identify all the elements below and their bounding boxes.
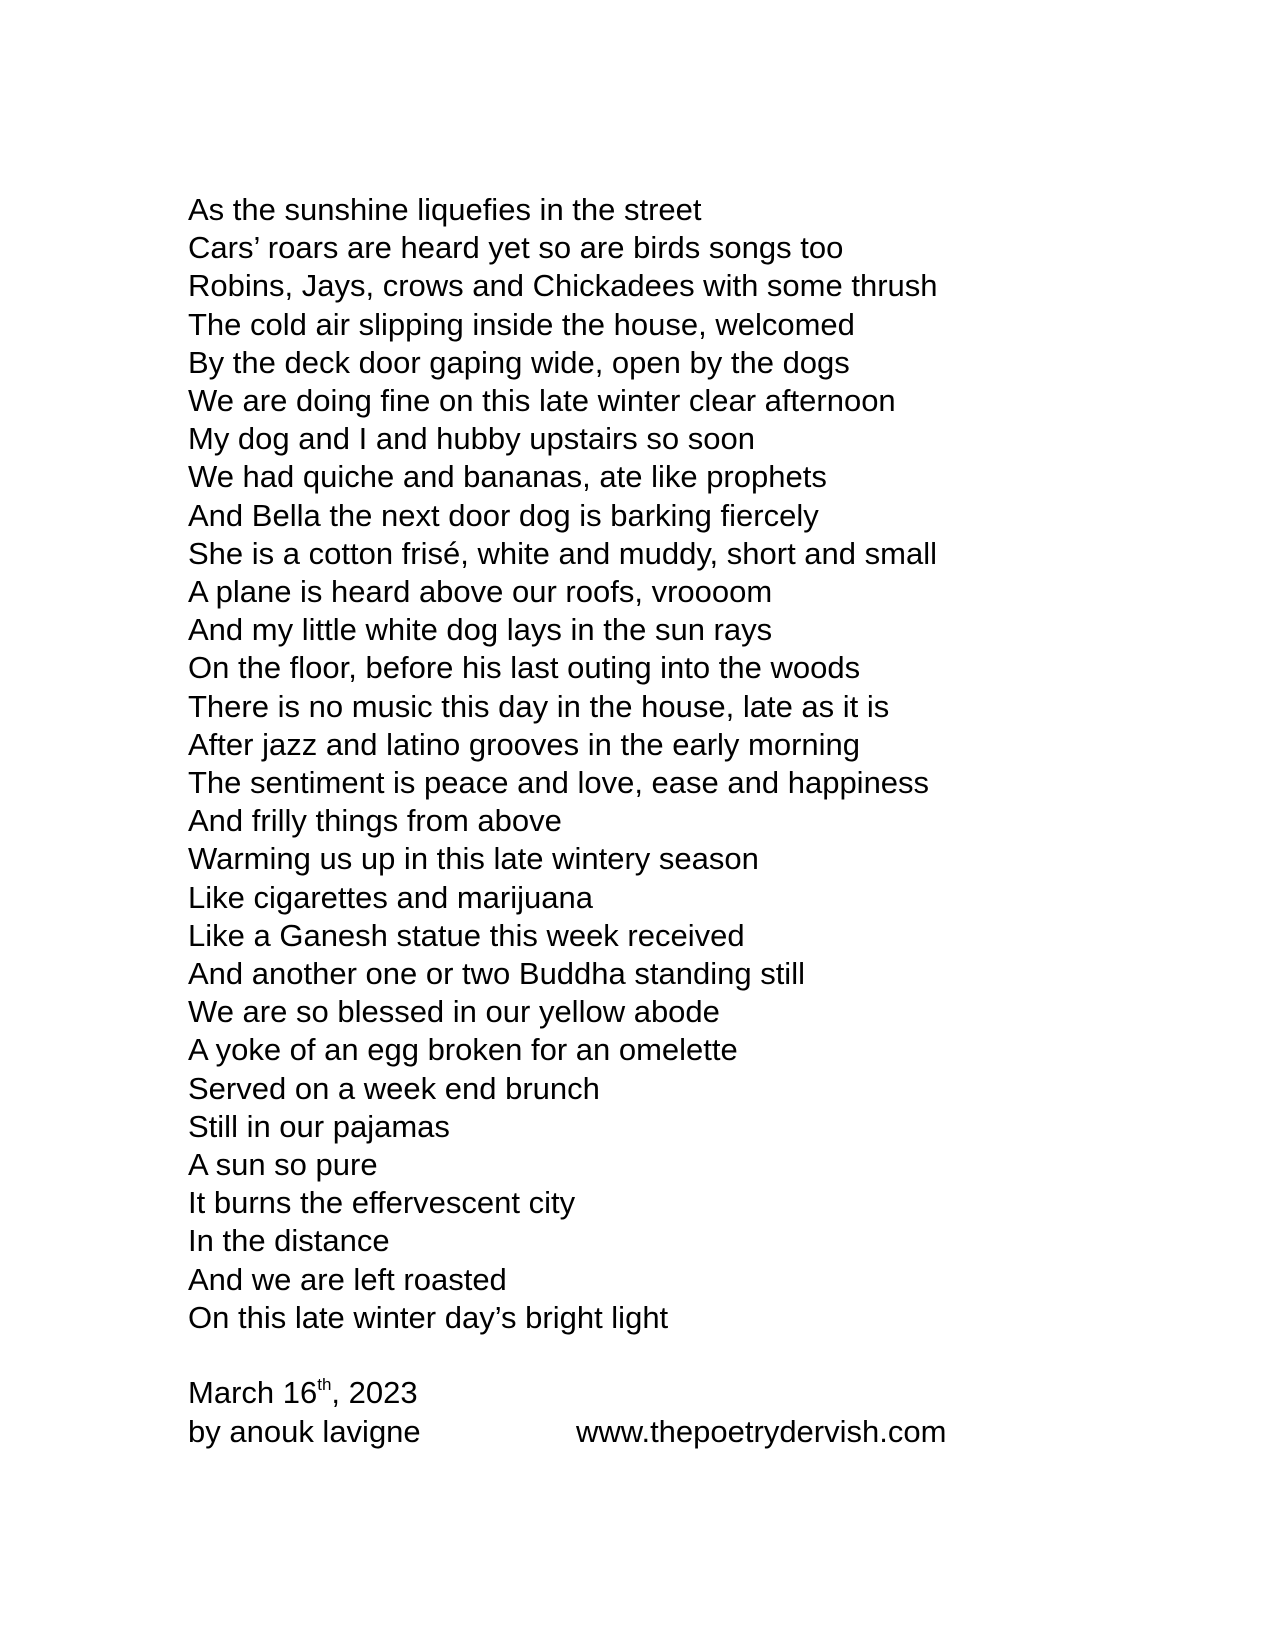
poem-line: A plane is heard above our roofs, vroooom (188, 574, 773, 610)
date-ordinal-suffix: th (317, 1375, 332, 1394)
poem-line: Like a Ganesh statue this week received (188, 917, 745, 953)
poem-line: As the sunshine liquefies in the street (188, 192, 702, 227)
poem-line: Warming us up in this late wintery season (188, 841, 759, 877)
poem-date (188, 1374, 421, 1413)
poem-line: Robins, Jays, crows and Chickadees with some thrush (188, 268, 938, 304)
poem-line: A sun so pure (188, 1147, 378, 1183)
poem-line: There is no music this day in the house, late as it is (188, 688, 890, 724)
poem-line: By the deck door gaping wide, open by the dogs (188, 344, 850, 380)
poem-line: The cold air slipping inside the house, welcomed (188, 306, 855, 342)
date-prefix: March 16 (188, 1375, 318, 1410)
poem-line: In the distance (188, 1223, 390, 1259)
poem-line: And frilly things from above (188, 803, 562, 839)
website-url: www.thepoetrydervish.com (576, 1413, 947, 1449)
poem-line: The sentiment is peace and love, ease and happiness (188, 765, 930, 801)
poem-line: Cars’ roars are heard yet so are birds songs too (188, 230, 844, 266)
poem-line: We are doing fine on this late winter clear afternoon (188, 383, 896, 419)
poem-line: Like cigarettes and marijuana (188, 879, 593, 915)
poem-line: On the floor, before his last outing into the woods (188, 650, 861, 686)
poem-line: And another one or two Buddha standing still (188, 956, 805, 992)
poem-line: It burns the effervescent city (188, 1185, 576, 1221)
poem-line: And my little white dog lays in the sun rays (188, 612, 773, 648)
poem-body (188, 191, 938, 1337)
poem-line: We had quiche and bananas, ate like prophets (188, 459, 827, 495)
poem-line: Served on a week end brunch (188, 1070, 600, 1106)
author-byline: by anouk lavigne (188, 1413, 421, 1449)
poem-line: On this late winter day’s bright light (188, 1299, 669, 1335)
poem-line: After jazz and latino grooves in the early morning (188, 726, 861, 762)
poem-line: Still in our pajamas (188, 1108, 450, 1144)
poem-line: We are so blessed in our yellow abode (188, 994, 720, 1030)
poem-line: And Bella the next door dog is barking fiercely (188, 497, 819, 533)
poem-line: And we are left roasted (188, 1261, 507, 1297)
poem-line: A yoke of an egg broken for an omelette (188, 1032, 738, 1068)
poem-line: She is a cotton frisé, white and muddy, short and small (188, 535, 937, 571)
poem-line: My dog and I and hubby upstairs so soon (188, 421, 755, 457)
signature-line (188, 1413, 947, 1452)
poem-footer (188, 1374, 947, 1451)
date-year: , 2023 (331, 1375, 418, 1410)
